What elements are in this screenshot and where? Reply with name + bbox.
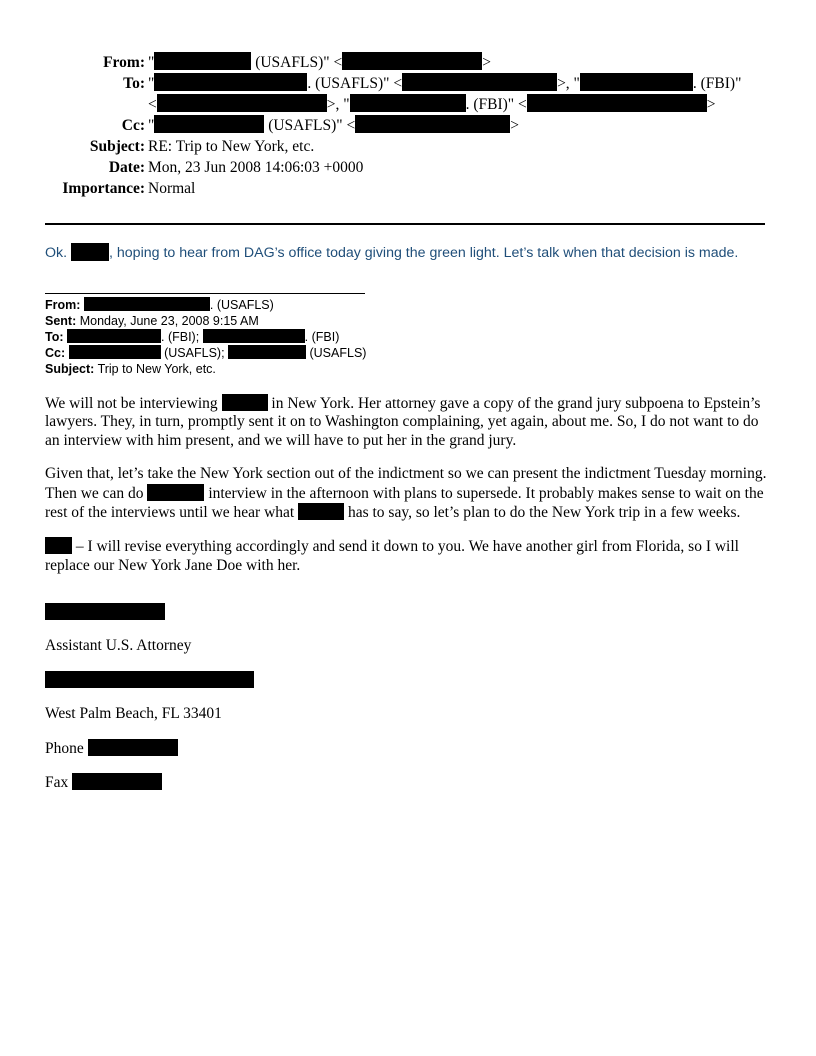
header-from-row	[20, 52, 780, 73]
orig-to-text: . (FBI);	[161, 330, 203, 344]
header-to-row	[20, 73, 780, 94]
redaction-box	[88, 739, 178, 756]
redaction-box	[228, 345, 306, 359]
orig-cc-row	[45, 345, 366, 361]
header-cc-text: >	[510, 117, 519, 134]
redaction-box	[154, 115, 264, 133]
body-paragraph	[45, 537, 770, 575]
redaction-box	[84, 297, 210, 311]
header-divider	[45, 223, 765, 225]
header-to-text: . (FBI)"	[692, 75, 742, 92]
header-to-text: . (USAFLS)" <	[307, 75, 403, 92]
redaction-box	[71, 243, 109, 261]
header-date-row	[20, 157, 780, 178]
header-date-label: Date:	[108, 159, 145, 176]
header-cc-text: (USAFLS)" <	[264, 117, 356, 134]
orig-from-row	[45, 297, 366, 313]
header-to-quote: "	[148, 75, 155, 92]
orig-sent-label: Sent:	[45, 314, 77, 328]
redaction-box	[157, 94, 327, 112]
reply-prefix: Ok.	[45, 245, 72, 261]
header-from-quote: "	[148, 54, 155, 71]
header-from-mid: (USAFLS)" <	[251, 54, 343, 71]
header-to-text: >, "	[326, 96, 350, 113]
body-text: – I will revise everything accordingly and send it down to you. We have another girl from Florida, so I will replace our New York Jane Doe with her.	[45, 538, 739, 574]
signature-phone	[45, 739, 178, 758]
header-from-label: From:	[103, 54, 145, 71]
reply-message	[45, 243, 738, 261]
orig-sent-row	[45, 313, 366, 329]
redaction-box	[298, 503, 344, 520]
signature-fax	[45, 773, 162, 792]
orig-subject-row	[45, 361, 366, 377]
signature-city: West Palm Beach, FL 33401	[45, 705, 222, 722]
header-subject: RE: Trip to New York, etc.	[148, 138, 315, 155]
header-importance-label: Importance:	[62, 180, 145, 197]
redaction-box	[67, 329, 161, 343]
body-paragraph	[45, 394, 770, 450]
redaction-box	[147, 484, 204, 501]
redaction-box	[203, 329, 305, 343]
body-text: Given that, let’s take the New York section out of the indictment so we can present the indictment Tuesday morning. Then we can do	[45, 465, 767, 502]
email-header	[20, 52, 780, 199]
header-to-text: . (FBI)" <	[465, 96, 527, 113]
redaction-box	[355, 115, 510, 133]
header-cc-text: "	[148, 117, 155, 134]
body-paragraph	[45, 465, 770, 522]
header-importance: Normal	[148, 180, 196, 197]
body-text: We will not be interviewing	[45, 395, 222, 412]
orig-from-label: From:	[45, 298, 81, 312]
header-to-text: >, "	[557, 75, 580, 92]
signature-name	[45, 603, 165, 622]
redaction-box	[45, 537, 72, 554]
orig-sent: Monday, June 23, 2008 9:15 AM	[79, 314, 259, 328]
redaction-box	[580, 73, 693, 91]
orig-to-label: To:	[45, 330, 64, 344]
redaction-box	[342, 52, 482, 70]
redaction-box	[402, 73, 557, 91]
original-message-header	[45, 297, 366, 377]
redaction-box	[154, 52, 251, 70]
redaction-box	[154, 73, 307, 91]
redaction-box	[69, 345, 161, 359]
redaction-box	[45, 671, 254, 688]
signature-address	[45, 671, 254, 690]
original-message-divider	[45, 293, 365, 294]
orig-to-row	[45, 329, 366, 345]
signature-title: Assistant U.S. Attorney	[45, 637, 192, 654]
header-cc-label: Cc:	[121, 117, 145, 134]
header-importance-row	[20, 178, 780, 199]
reply-text: , hoping to hear from DAG’s office today giving the green light. Let’s talk when that decision is made.	[109, 245, 739, 261]
body-text: interview in the afternoon with plans to supersede. It probably makes sense to wait on the rest of the interviews until we hear what	[45, 484, 764, 522]
header-date: Mon, 23 Jun 2008 14:06:03 +0000	[148, 159, 364, 176]
header-to-text: <	[148, 96, 157, 113]
header-to-text: >	[706, 96, 716, 113]
phone-label: Phone	[45, 740, 88, 757]
body-text: in New York. Her attorney gave a copy of the grand jury subpoena to Epstein’s lawyers. They, in turn, promptly sent it on to Washington complaining, yet again, about me. So, I do not want to do an interview with him present, and we will have to put her in the grand jury.	[45, 395, 761, 449]
redaction-box	[45, 603, 165, 620]
fax-label: Fax	[45, 774, 73, 791]
redaction-box	[527, 94, 707, 112]
header-cc-row	[20, 115, 780, 136]
orig-to-text: . (FBI)	[304, 330, 340, 344]
orig-cc-label: Cc:	[45, 346, 66, 360]
orig-subject: Trip to New York, etc.	[97, 362, 216, 376]
header-subject-row	[20, 136, 780, 157]
body-text: has to say, so let’s plan to do the New York trip in a few weeks.	[344, 504, 741, 522]
redaction-box	[222, 394, 268, 411]
redaction-box	[350, 94, 466, 112]
header-subject-label: Subject:	[89, 138, 145, 155]
orig-from-text: . (USAFLS)	[209, 298, 274, 312]
header-to-label: To:	[123, 75, 145, 92]
orig-subject-label: Subject:	[45, 362, 95, 376]
redaction-box	[72, 773, 162, 790]
header-to-row-2	[20, 94, 780, 115]
orig-cc-text: (USAFLS)	[306, 346, 367, 360]
header-from-close: >	[482, 54, 491, 71]
message-body	[45, 394, 770, 590]
orig-cc-text: (USAFLS);	[160, 346, 229, 360]
